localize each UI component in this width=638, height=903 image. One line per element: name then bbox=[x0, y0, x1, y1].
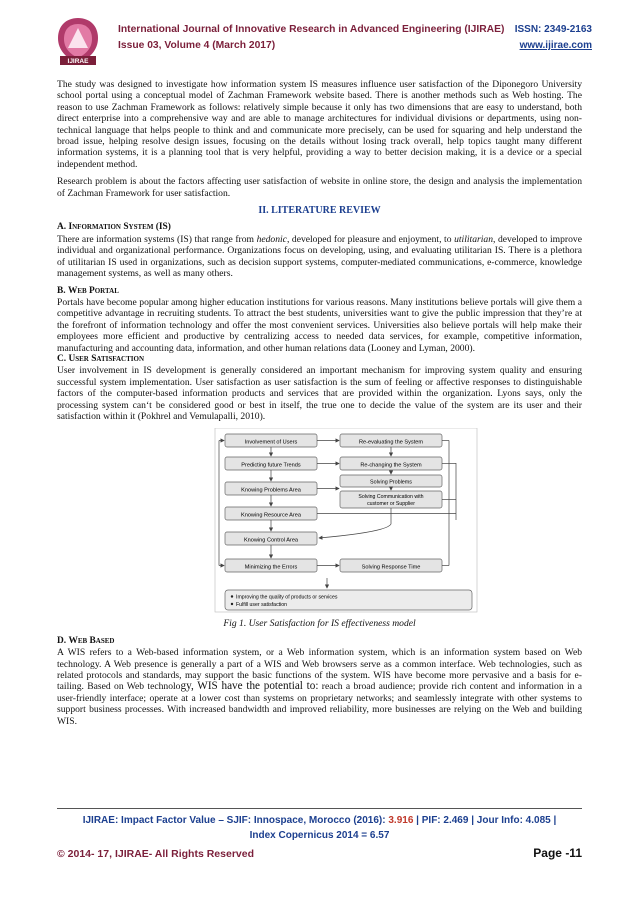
box-label: Re-changing the System bbox=[360, 462, 422, 469]
subsection-title: User Satisfaction bbox=[68, 353, 144, 364]
section-title: II. LITERATURE REVIEW bbox=[258, 205, 381, 217]
text-run: , developed to improve individual and organizational performance. Organizations focus on developing, using, and evaluating utilitarian IS. There is a plethora of utilitarian IS used in organizations, such as decision support systems, computer-mediated communications, e-commerce, knowledge management systems, as well as many others. bbox=[57, 233, 582, 280]
box-label: Knowing Control Area bbox=[243, 537, 299, 544]
box-label: Predicting future Trends bbox=[241, 462, 301, 469]
paragraph: The study was designed to investigate how information system IS measures influence user satisfaction of the Diponegoro University school portal using a conceptual model of Zachman Framework website based. There is another methods such as Web hosting. The reason to use Zachman Framework as follows: relatively simple because it only has two dimensions that are easy to understand, both direct enterprise into a comprehensive way and are able to manage architectures for individual divisions or departments, using non-technical language that helps people to think and and communicate more precisely, can be used for squaring and help understand the broad issue, helping resolve design issues, focusing on the details without losing track overall, help topics taught many different information systems, it is a planning tool that is very helpful, providing a way to better decision making, it is a device or a special independent method. bbox=[57, 79, 582, 170]
footer-divider bbox=[57, 808, 582, 809]
italic-term: hedonic bbox=[256, 233, 287, 245]
right-box bbox=[340, 475, 442, 487]
logo-text: IJIRAE bbox=[67, 58, 89, 65]
text-run: A WIS refers to a Web-based information system, or a Web information system, which is an information system based on Web technology. A Web presence is generally a part of a WIS and Web browsers serve as a common interface. Web technologies, such as related protocols and standards, may support the basic functions of the system. WIS have become more pervasive and a basis for e-tailing. Based on Web technolo bbox=[57, 647, 582, 693]
issue-info: Issue 03, Volume 4 (March 2017) bbox=[118, 40, 276, 51]
right-box bbox=[340, 559, 442, 572]
box-label: Re-evaluating the System bbox=[358, 439, 424, 446]
paragraph bbox=[57, 234, 582, 280]
subsection-title: Web Based bbox=[68, 635, 115, 646]
page-header bbox=[52, 14, 592, 74]
left-box bbox=[225, 559, 317, 572]
figure-caption: Fig 1. User Satisfaction for IS effectiveness model bbox=[223, 618, 416, 630]
footer-text: | PIF: 2.469 | Jour Info: 4.085 | bbox=[413, 815, 557, 826]
left-box bbox=[225, 532, 317, 545]
subsection-letter: D. bbox=[57, 635, 67, 646]
subsection-title: Information System (IS) bbox=[68, 222, 171, 233]
box-label: Involvement of Users bbox=[244, 439, 298, 446]
journal-title: International Journal of Innovative Research in Advanced Engineering (IJIRAE) bbox=[118, 24, 505, 35]
footer-text: IJIRAE: Impact Factor Value – SJIF: Innospace, Morocco (2016): bbox=[82, 815, 389, 826]
subsection-letter: A. bbox=[57, 222, 67, 233]
box-label: Solving Response Time bbox=[361, 564, 421, 571]
paragraph: Research problem is about the factors affecting user satisfaction of website in online store, the design and analysis the implementation of Zachman Framework for user satisfaction. bbox=[57, 176, 582, 199]
bullet-text: Fulfill user satisfaction bbox=[236, 602, 288, 609]
flow-diagram bbox=[57, 428, 582, 618]
issn: ISSN: 2349-2163 bbox=[514, 24, 592, 35]
box-label: Minimizing the Errors bbox=[244, 564, 298, 571]
footer-impact-line bbox=[57, 815, 582, 826]
box-label: Solving Problems bbox=[370, 479, 412, 486]
footer-index-line: Index Copernicus 2014 = 6.57 bbox=[249, 830, 390, 841]
left-box bbox=[225, 434, 317, 447]
text-run: There are information systems (IS) that range from bbox=[57, 233, 257, 245]
italic-term: utilitarian bbox=[454, 233, 494, 245]
subsection-letter: C. bbox=[57, 353, 67, 364]
text-run-large: gy, WIS have the potential to: bbox=[180, 680, 319, 693]
bullet-text: Improving the quality of products or services bbox=[236, 594, 338, 601]
box-label: customer or Supplier bbox=[367, 501, 415, 508]
subsection-title: Web Portal bbox=[67, 285, 119, 296]
subsection-heading-d bbox=[57, 636, 582, 647]
figure-diagram bbox=[57, 428, 582, 618]
paragraph bbox=[57, 647, 582, 727]
subsection-heading-a bbox=[57, 222, 582, 233]
journal-logo bbox=[52, 14, 104, 70]
right-box bbox=[340, 491, 442, 508]
subsection-heading-b bbox=[57, 286, 582, 297]
sjif-value: 3.916 bbox=[388, 815, 414, 826]
left-box bbox=[225, 507, 317, 520]
right-box bbox=[340, 434, 442, 447]
subsection-letter: B. bbox=[57, 285, 66, 296]
left-box bbox=[225, 457, 317, 470]
copyright: © 2014- 17, IJIRAE- All Rights Reserved bbox=[57, 848, 255, 860]
article-body bbox=[57, 79, 582, 733]
text-run: , developed for pleasure and enjoyment, to bbox=[286, 233, 455, 245]
box-label: Solving Communication with bbox=[358, 494, 424, 501]
box-label: Knowing Resource Area bbox=[240, 512, 302, 519]
website-link[interactable]: www.ijirae.com bbox=[519, 40, 592, 51]
text-run: reach a broad audience; provide rich content and information in a user-friendly interface; operate at a lower cost than systems on proprietary networks; and seamlessly integrate with other systems to support business processes. With increased bandwidth and improved reliability, more businesses are relying on the Web and building WIS. bbox=[57, 681, 583, 727]
paragraph: User involvement in IS development is generally considered an important mechanism for improving system quality and ensuring successful system implementation. User satisfaction as user satisfaction is the sum of feeling or affective responses to distinguishable factors of the computer-based information products and services that are provided within the organization. Lyons says, only the processing system can‘t be considered good or best in itself, the true one to decide the value of the system are its user and their satisfaction within it (Pokhrel and Vemulapalli, 2010). bbox=[57, 365, 582, 422]
paragraph: Portals have become popular among higher education institutions for various reasons. Many institutions believe portals will give them a competitive advantage in recruiting students. To attract the best students, universities want to give the public impression that they’re at the forefront of information technology and offer the most convenient services. Universities also believe portals will help make their employees more efficient and productive by centralizing access to needed data services, for example, competitive information, manufacturing and accounting data, information, and other human relations data (Looney and Lyman, 2000). bbox=[57, 296, 582, 354]
result-box bbox=[225, 590, 472, 610]
right-box bbox=[340, 457, 442, 470]
left-box bbox=[225, 482, 317, 495]
box-label: Knowing Problems Area bbox=[241, 487, 301, 494]
subsection-heading-c bbox=[57, 354, 582, 365]
page-number: Page -11 bbox=[533, 846, 582, 860]
